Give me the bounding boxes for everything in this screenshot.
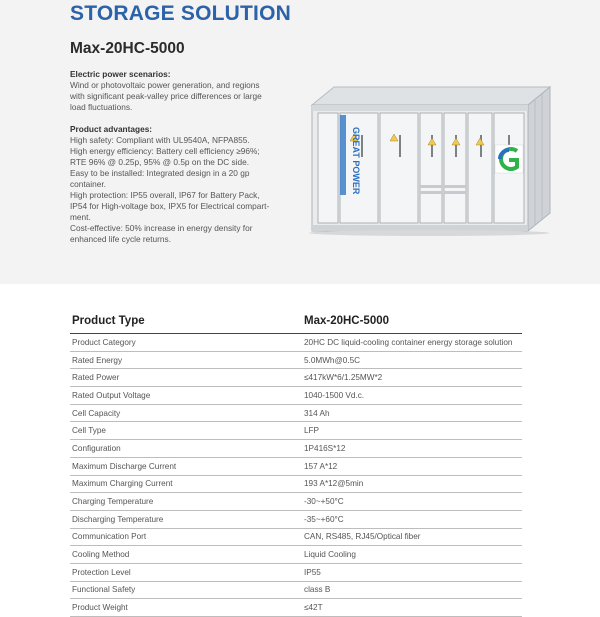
spec-table bbox=[70, 309, 522, 617]
spec-value: IP55 bbox=[304, 567, 321, 577]
advantage-item: Easy to be installed: Integrated design in a 20 gp container. bbox=[70, 168, 250, 189]
spec-label: Cell Capacity bbox=[72, 408, 121, 418]
header-product-type: Product Type bbox=[72, 315, 145, 327]
spec-label: Cooling Method bbox=[72, 550, 130, 560]
spec-label: Charging Temperature bbox=[72, 497, 154, 507]
spec-value: -30~+50°C bbox=[304, 497, 344, 507]
scenarios-text: Wind or photovoltaic power generation, and regions with significant peak-valley price differences or large load fluctuations. bbox=[70, 80, 262, 112]
advantage-item: High safety: Compliant with UL9540A, NFPA855. bbox=[70, 135, 250, 145]
spec-value: ≤42T bbox=[304, 603, 323, 613]
spec-table-body bbox=[70, 334, 522, 617]
table-row bbox=[70, 564, 522, 582]
spec-value: ≤417kW*6/1.25MW*2 bbox=[304, 373, 383, 383]
table-row bbox=[70, 476, 522, 494]
table-row bbox=[70, 369, 522, 387]
table-row bbox=[70, 582, 522, 600]
spec-value: 5.0MWh@0.5C bbox=[304, 355, 361, 365]
spec-label: Maximum Discharge Current bbox=[72, 461, 177, 471]
spec-value: 1P416S*12 bbox=[304, 443, 346, 453]
spec-table-header bbox=[70, 309, 522, 334]
page-title: STORAGE SOLUTION bbox=[70, 2, 291, 25]
spec-label: Discharging Temperature bbox=[72, 514, 164, 524]
logo-letter: G bbox=[304, 75, 305, 76]
table-row bbox=[70, 599, 522, 617]
table-row bbox=[70, 511, 522, 529]
table-row bbox=[70, 546, 522, 564]
spec-value: 193 A*12@5min bbox=[304, 479, 364, 489]
header-model: Max-20HC-5000 bbox=[304, 315, 390, 327]
advantage-item: High energy efficiency: Battery cell efficiency ≥96%; RTE 96% @ 0.25p, 95% @ 0.5p on the DC side. bbox=[70, 146, 260, 167]
model-name: Max-20HC-5000 bbox=[70, 40, 185, 57]
table-row bbox=[70, 352, 522, 370]
table-row bbox=[70, 440, 522, 458]
table-row bbox=[70, 493, 522, 511]
table-row bbox=[70, 405, 522, 423]
spec-label: Protection Level bbox=[72, 567, 131, 577]
table-row bbox=[70, 387, 522, 405]
spec-label: Product Category bbox=[72, 337, 136, 347]
table-row bbox=[70, 529, 522, 547]
product-overview-panel bbox=[0, 0, 600, 284]
spec-value: 157 A*12 bbox=[304, 461, 338, 471]
spec-label: Rated Output Voltage bbox=[72, 390, 151, 400]
spec-label: Functional Safety bbox=[72, 585, 136, 595]
table-row bbox=[70, 458, 522, 476]
spec-label: Communication Port bbox=[72, 532, 147, 542]
spec-value: 20HC DC liquid-cooling container energy storage solution bbox=[304, 337, 513, 347]
spec-value: CAN, RS485, RJ45/Optical fiber bbox=[304, 532, 421, 542]
spec-value: class B bbox=[304, 585, 331, 595]
spec-value: 314 Ah bbox=[304, 408, 330, 418]
scenarios-heading: Electric power scenarios: bbox=[70, 69, 171, 79]
advantage-item: High protection: IP55 overall, IP67 for Battery Pack, IP54 for High-voltage box, IPX5 for Electrical compart-ment. bbox=[70, 190, 270, 222]
spec-label: Maximum Charging Current bbox=[72, 479, 173, 489]
spec-value: Liquid Cooling bbox=[304, 550, 356, 560]
advantage-item: Cost-effective: 50% increase in energy density for enhanced life cycle returns. bbox=[70, 223, 253, 244]
brand-text: GREAT POWER bbox=[351, 127, 361, 195]
spec-label: Rated Power bbox=[72, 373, 120, 383]
energy-storage-container-image bbox=[304, 75, 554, 237]
spec-label: Product Weight bbox=[72, 603, 128, 613]
spec-value: LFP bbox=[304, 426, 320, 436]
spec-value: 1040-1500 Vd.c. bbox=[304, 390, 365, 400]
spec-value: -35~+60°C bbox=[304, 514, 344, 524]
table-row bbox=[70, 422, 522, 440]
table-row bbox=[70, 334, 522, 352]
spec-label: Rated Energy bbox=[72, 355, 123, 365]
spec-label: Cell Type bbox=[72, 426, 106, 436]
spec-label: Configuration bbox=[72, 443, 121, 453]
advantages-heading: Product advantages: bbox=[70, 124, 153, 134]
product-description bbox=[70, 69, 275, 245]
